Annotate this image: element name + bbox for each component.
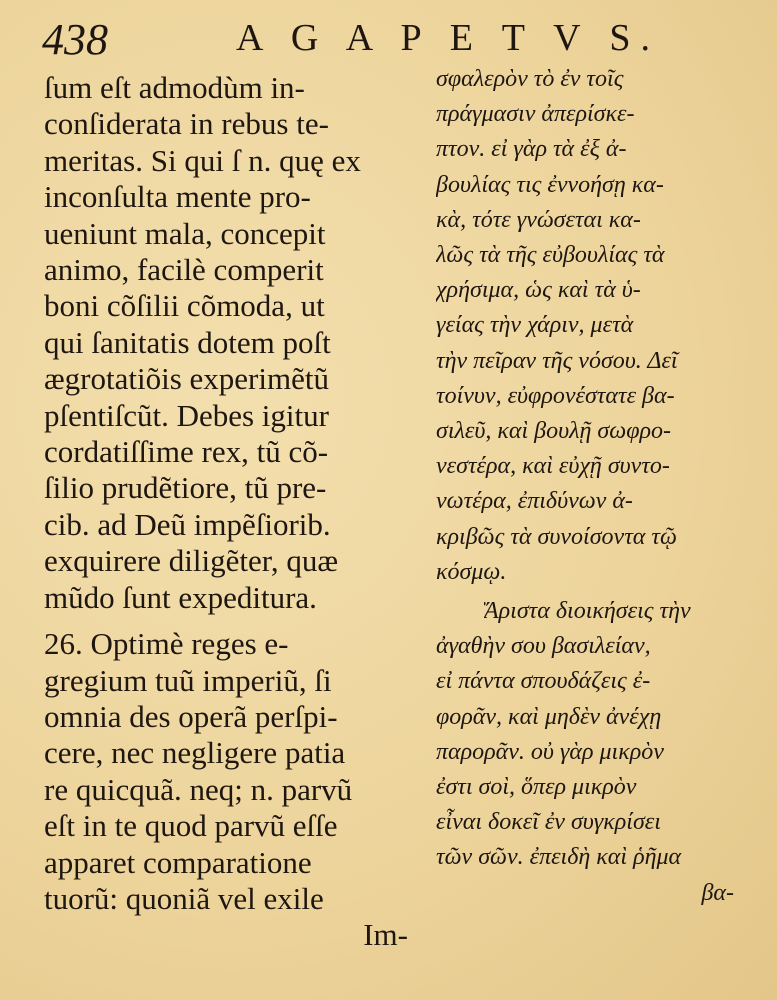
text-line: boni cõſilii cõmoda, ut	[44, 288, 325, 324]
text-line: βουλίας τις ἐννοήσῃ κα-	[436, 171, 664, 198]
text-line: τοίνυν, εὐφρονέστατε βα-	[436, 382, 675, 409]
catchword: βα-	[701, 879, 734, 906]
text-line: pſentiſcũt. Debes igitur	[44, 397, 329, 433]
text-line: νωτέρα, ἐπιδύνων ἀ-	[436, 488, 633, 515]
text-line: τὴν πεῖραν τῆς νόσου. Δεῖ	[436, 347, 678, 374]
text-line: πράγμασιν ἀπερίσκε-	[436, 101, 635, 128]
text-line: animo, facilè comperit	[44, 252, 324, 288]
text-line: ἐστι σοὶ, ὅπερ μικρὸν	[436, 774, 637, 801]
text-line: πτον. εἰ γὰρ τὰ ἐξ ἀ-	[436, 136, 627, 163]
text-line: inconſulta mente pro-	[44, 179, 311, 215]
text-line: χρήσιμα, ὡς καὶ τὰ ὑ-	[436, 277, 641, 304]
text-line: ἀγαθὴν σου βασιλείαν,	[436, 633, 651, 660]
paragraph-gap	[44, 616, 416, 626]
text-line: κόσμῳ.	[436, 558, 507, 585]
text-line: re quicquã. neq; n. parvũ	[44, 771, 353, 807]
greek-paragraph-26	[436, 594, 754, 629]
text-line: ueniunt mala, concepit	[44, 215, 326, 251]
running-head: A G A P E T V S.	[236, 17, 661, 59]
text-line: φορᾶν, καὶ μηδὲν ἀνέχῃ	[436, 703, 662, 730]
text-line: ægrotatiõis experimẽtũ	[44, 361, 329, 397]
text-line: νεστέρα, καὶ εὐχῇ συντο-	[436, 453, 670, 480]
page-number: 438	[42, 15, 108, 64]
greek-column	[436, 62, 754, 911]
text-line: eſt in te quod parvũ eſſe	[44, 808, 338, 844]
text-line: σιλεῦ, καὶ βουλῇ σωφρο-	[436, 418, 671, 445]
text-line: Ἄριστα διοικήσεις τὴν	[484, 598, 691, 625]
text-line: γείας τὴν χάριν, μετὰ	[436, 312, 634, 339]
text-line: cere, nec negligere patia	[44, 735, 346, 771]
latin-paragraph-25	[44, 70, 416, 616]
text-line: ſilio prudẽtiore, tũ pre-	[44, 470, 327, 506]
text-line: παρορᾶν. οὐ γὰρ μικρὸν	[436, 738, 664, 765]
text-line: cib. ad Deũ impẽſiorib.	[44, 506, 331, 542]
text-line: apparet comparatione	[44, 844, 312, 880]
latin-column	[44, 70, 416, 954]
greek-paragraph-26-cont	[436, 629, 754, 875]
text-line: meritas. Si qui ſ n. quę ex	[44, 142, 361, 178]
latin-paragraph-26	[44, 626, 416, 917]
text-line: mũdo ſunt expeditura.	[44, 579, 317, 615]
text-line: σφαλερὸν τὸ ἐν τοῖς	[436, 66, 624, 92]
text-line: conſiderata in rebus te-	[44, 106, 329, 142]
text-line: κὰ, τότε γνώσεται κα-	[436, 206, 641, 233]
text-line: εἶναι δοκεῖ ἐν συγκρίσει	[436, 809, 661, 836]
text-line: exquirere diligẽter, quæ	[44, 543, 339, 579]
text-line: λῶς τὰ τῆς εὐβουλίας τὰ	[436, 242, 665, 269]
catchword: Im-	[363, 917, 408, 953]
text-line: omnia des operã perſpi-	[44, 698, 338, 734]
text-line: 26. Optimè reges e-	[44, 626, 289, 662]
text-line: ſum eſt admodùm in-	[44, 70, 305, 105]
text-line: gregium tuũ imperiũ, ſi	[44, 662, 332, 698]
text-line: κριβῶς τὰ συνοίσοντα τῷ	[436, 523, 677, 550]
text-line: tuorũ: quoniã vel exile	[44, 880, 324, 916]
page-header	[40, 10, 740, 62]
text-line: τῶν σῶν. ἐπειδὴ καὶ ῥῆμα	[436, 844, 682, 871]
text-line: qui ſanitatis dotem poſt	[44, 324, 331, 360]
greek-paragraph-25	[436, 62, 754, 590]
text-line: εἰ πάντα σπουδάζεις ἐ-	[436, 668, 651, 695]
text-line: cordatiſſime rex, tũ cõ-	[44, 434, 329, 470]
column-divider	[424, 72, 425, 972]
